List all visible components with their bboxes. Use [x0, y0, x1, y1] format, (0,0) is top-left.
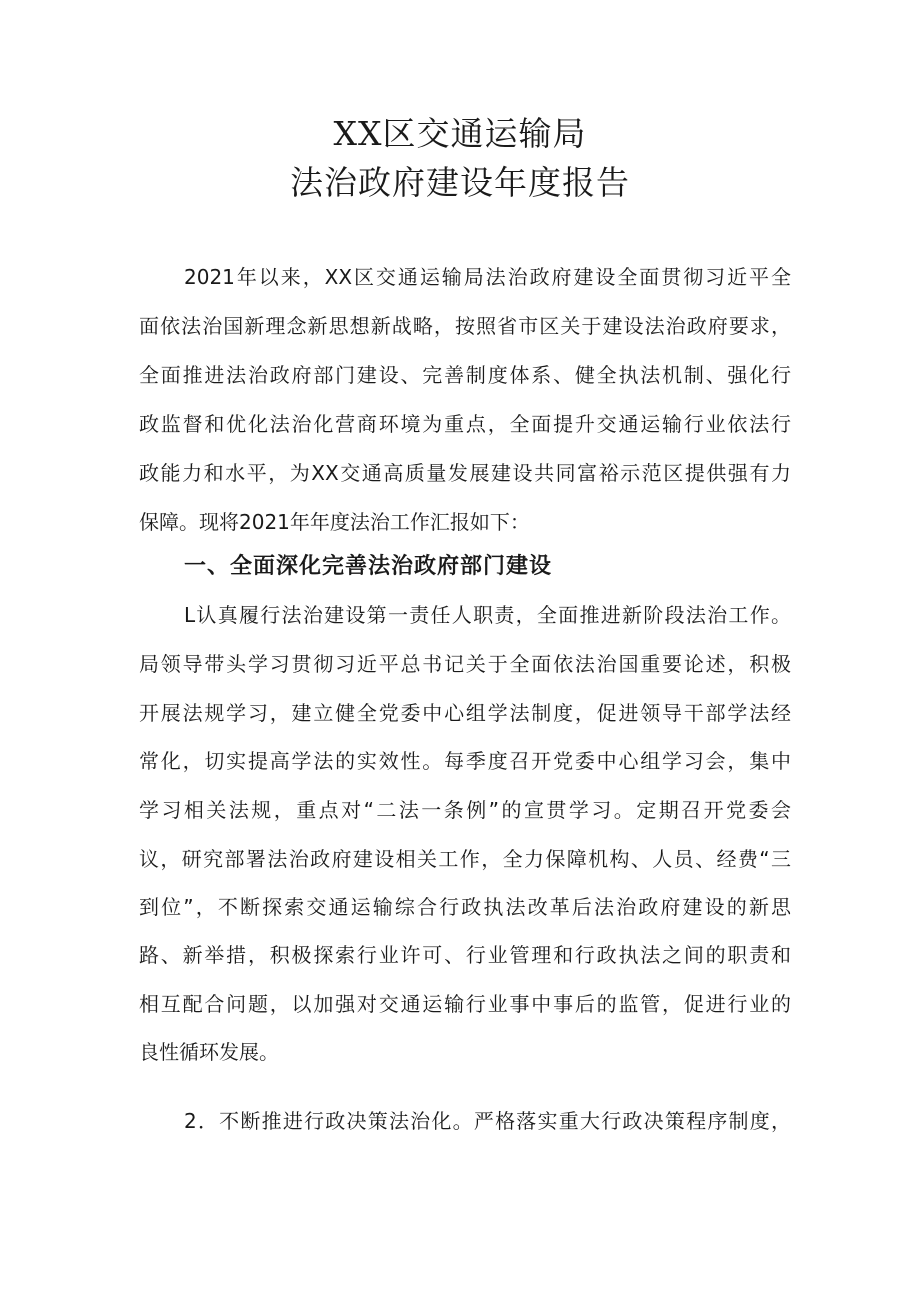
item2-line: 2．不断推进行政决策法治化。严格落实重大行政决策程序制度， [184, 1109, 791, 1133]
section-heading: 一、全面深化完善法治政府部门建设 [184, 554, 553, 579]
item1-line: 常化，切实提高学法的实效性。每季度召开党委中心组学习会，集中 [139, 749, 791, 773]
item1-line: 学习相关法规，重点对“二法一条例”的宣贯学习。定期召开党委会 [139, 798, 791, 822]
item1-line: 议，研究部署法治政府建设相关工作，全力保障机构、人员、经费“三 [139, 847, 791, 871]
item1-line: 路、新举措，积极探索行业许可、行业管理和行政执法之间的职责和 [139, 943, 791, 967]
document-title-line-2: 法治政府建设年度报告 [290, 163, 630, 202]
intro-line: 政能力和水平，为XX交通高质量发展建设共同富裕示范区提供强有力 [139, 461, 791, 485]
intro-line: 全面推进法治政府部门建设、完善制度体系、健全执法机制、强化行 [139, 363, 791, 387]
intro-line: 政监督和优化法治化营商环境为重点，全面提升交通运输行业依法行 [139, 412, 791, 436]
document-title-line-1: XX区交通运输局 [333, 114, 587, 153]
item1-line: 局领导带头学习贯彻习近平总书记关于全面依法治国重要论述，积极 [139, 652, 791, 676]
item1-line: L认真履行法治建设第一责任人职责，全面推进新阶段法治工作。 [184, 603, 791, 627]
intro-line: 面依法治国新理念新思想新战略，按照省市区关于建设法治政府要求， [139, 314, 791, 338]
intro-line: 保障。现将2021年年度法治工作汇报如下： [139, 510, 530, 534]
item1-line: 开展法规学习，建立健全党委中心组学法制度，促进领导干部学法经 [139, 701, 791, 725]
item1-line: 良性循环发展。 [139, 1040, 279, 1064]
item1-line: 相互配合问题，以加强对交通运输行业事中事后的监管，促进行业的 [139, 992, 791, 1016]
intro-line: 2021年以来，XX区交通运输局法治政府建设全面贯彻习近平全 [184, 265, 791, 289]
item1-line: 到位”，不断探索交通运输综合行政执法改革后法治政府建设的新思 [139, 895, 791, 919]
